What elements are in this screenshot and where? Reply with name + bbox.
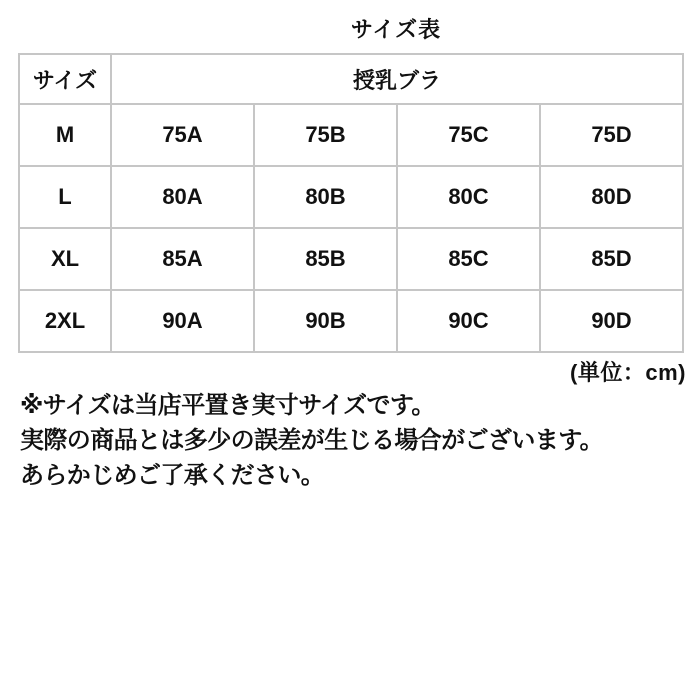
- size-label: L: [19, 166, 111, 228]
- unit-label: (単位：cm): [570, 360, 686, 385]
- size-value-cell: 80D: [540, 166, 683, 228]
- size-label: M: [19, 104, 111, 166]
- size-label: XL: [19, 228, 111, 290]
- size-value-cell: 80A: [111, 166, 254, 228]
- size-value-cell: 90B: [254, 290, 397, 352]
- note-line: 実際の商品とは多少の誤差が生じる場合がございます。: [20, 427, 604, 454]
- note-line: ※サイズは当店平置き実寸サイズです。: [20, 392, 435, 419]
- size-value-cell: 90A: [111, 290, 254, 352]
- size-label: 2XL: [19, 290, 111, 352]
- size-value-cell: 75A: [111, 104, 254, 166]
- size-value-cell: 90D: [540, 290, 683, 352]
- size-value-cell: 75D: [540, 104, 683, 166]
- size-chart-table: [18, 53, 684, 353]
- size-value-cell: 85C: [397, 228, 540, 290]
- size-value-cell: 80C: [397, 166, 540, 228]
- table-row: [19, 228, 683, 290]
- size-value-cell: 85D: [540, 228, 683, 290]
- page-title: サイズ表: [350, 17, 442, 42]
- size-value-cell: 75C: [397, 104, 540, 166]
- column-header-product: 授乳ブラ: [111, 54, 683, 104]
- table-row: [19, 104, 683, 166]
- size-value-cell: 80B: [254, 166, 397, 228]
- size-notes: [20, 388, 680, 493]
- size-value-cell: 75B: [254, 104, 397, 166]
- note-line: あらかじめご了承ください。: [20, 462, 325, 489]
- column-header-size: サイズ: [19, 54, 111, 104]
- size-value-cell: 90C: [397, 290, 540, 352]
- size-value-cell: 85A: [111, 228, 254, 290]
- size-value-cell: 85B: [254, 228, 397, 290]
- table-row: [19, 166, 683, 228]
- table-row: [19, 290, 683, 352]
- table-header-row: [19, 54, 683, 104]
